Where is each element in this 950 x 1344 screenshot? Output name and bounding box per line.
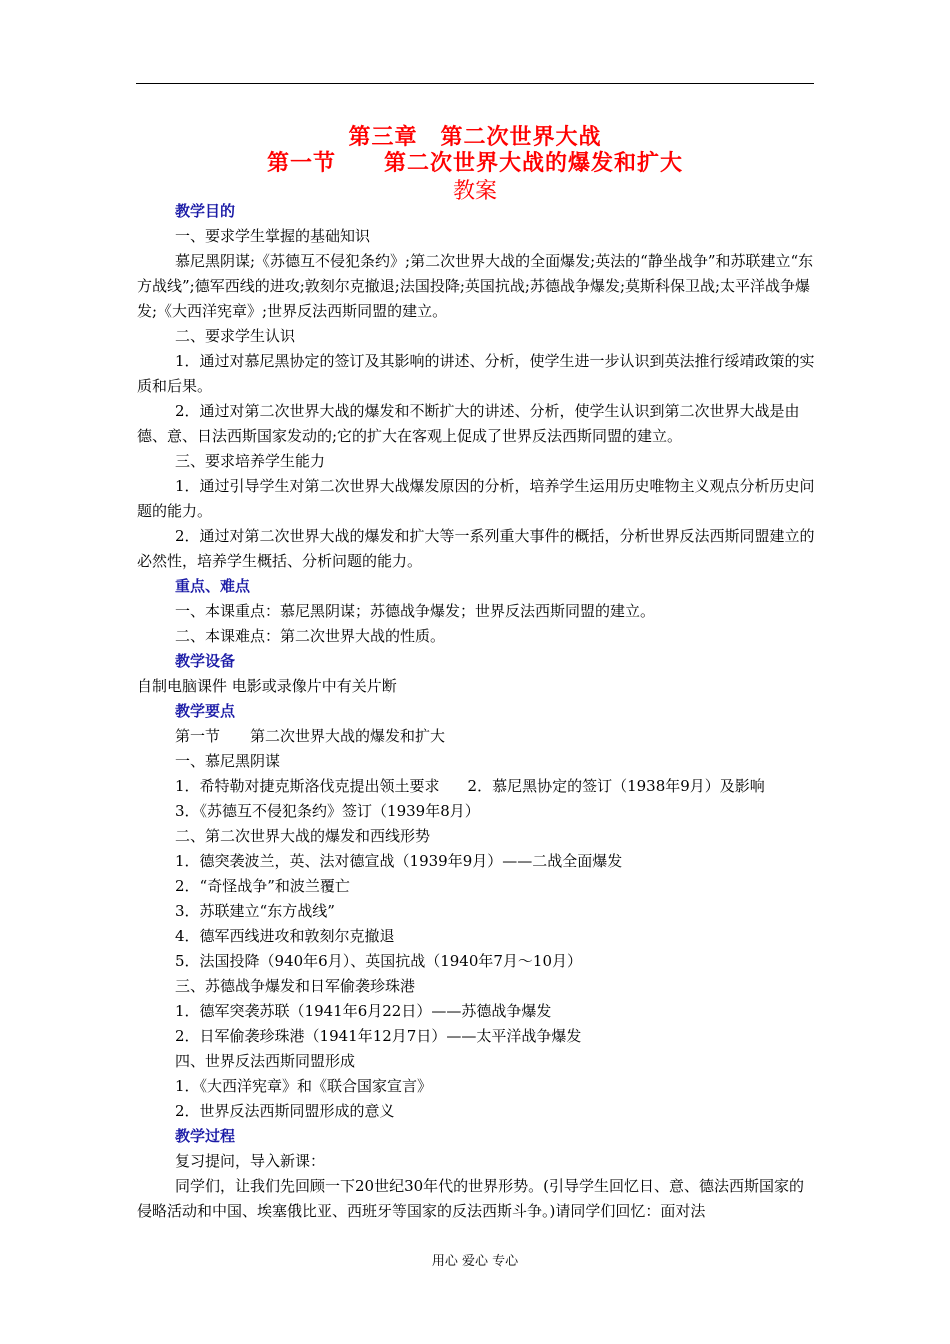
- outline-part-1: 一、慕尼黑阴谋: [175, 752, 281, 770]
- objectives-s2: 二、要求学生认识: [175, 327, 296, 345]
- objectives-s2-p1: 1．通过对慕尼黑协定的签订及其影响的讲述、分析，使学生进一步认识到英法推行绥靖政策的实质和后果。: [137, 352, 815, 395]
- objectives-s3-p2: 2．通过对第二次世界大战的爆发和扩大等一系列重大事件的概括，分析世界反法西斯同盟建立的必然性，培养学生概括、分析问题的能力。: [137, 527, 815, 570]
- outline-item-3a: 1．德军突袭苏联（1941年6月22日）——苏德战争爆发: [175, 1002, 552, 1020]
- process-text: 同学们，让我们先回顾一下20世纪30年代的世界形势。(引导学生回忆日、意、德法西斯国家的侵略活动和中国、埃塞俄比亚、西班牙等国家的反法西斯斗争。)请同学们回忆：面对法: [137, 1177, 805, 1220]
- objectives-s3: 三、要求培养学生能力: [175, 452, 326, 470]
- heading-process: 教学过程: [175, 1127, 236, 1145]
- heading-key-points: 重点、难点: [175, 577, 251, 595]
- heading-equipment: 教学设备: [175, 652, 236, 670]
- outline-part-2: 二、第二次世界大战的爆发和西线形势: [175, 827, 431, 845]
- section-number: 第一节: [266, 151, 336, 176]
- outline-section-title: 第二次世界大战的爆发和扩大: [250, 727, 446, 745]
- outline-item-4b: 2．世界反法西斯同盟形成的意义: [175, 1102, 395, 1120]
- outline-item-1c: 3．《苏德互不侵犯条约》签订（1939年8月）: [175, 802, 480, 820]
- chapter-title: 第三章 第二次世界大战: [348, 125, 602, 150]
- key-point-focus: 一、本课重点：慕尼黑阴谋；苏德战争爆发；世界反法西斯同盟的建立。: [175, 602, 656, 620]
- document-body: [137, 199, 817, 1224]
- outline-item-2c: 3．苏联建立“东方战线”: [175, 902, 335, 920]
- outline-item-1b: 2．慕尼黑协定的签订（1938年9月）及影响: [467, 777, 765, 795]
- section-name: 第二次世界大战的爆发和扩大: [384, 151, 684, 176]
- key-point-difficulty: 二、本课难点：第二次世界大战的性质。: [175, 627, 446, 645]
- outline-item-1a: 1．希特勒对捷克斯洛伐克提出领土要求: [175, 777, 440, 795]
- objectives-s1-text: 慕尼黑阴谋;《苏德互不侵犯条约》;第二次世界大战的全面爆发;英法的“静坐战争”和苏联建立“东方战线”;德军西线的进攻;敦刻尔克撤退;法国投降;英国抗战;苏德战争爆发;莫斯科保卫战;太平洋战争爆发;《大西洋宪章》;世界反法西斯同盟的建立。: [137, 252, 814, 320]
- process-intro: 复习提问，导入新课：: [175, 1152, 326, 1170]
- outline-part-4: 四、世界反法西斯同盟形成: [175, 1052, 356, 1070]
- outline-item: [137, 774, 817, 799]
- heading-outline: 教学要点: [175, 702, 236, 720]
- outline-item-2a: 1．德突袭波兰，英、法对德宣战（1939年9月）——二战全面爆发: [175, 852, 623, 870]
- objectives-s2-p2: 2．通过对第二次世界大战的爆发和不断扩大的讲述、分析，使学生认识到第二次世界大战是由德、意、日法西斯国家发动的;它的扩大在客观上促成了世界反法西斯同盟的建立。: [137, 402, 800, 445]
- outline-item-2e: 5．法国投降（940年6月）、英国抗战（1940年7月～10月）: [175, 952, 583, 970]
- outline-item-4a: 1．《大西洋宪章》和《联合国家宣言》: [175, 1077, 433, 1095]
- header-rule: [136, 83, 814, 84]
- outline-section: [137, 724, 817, 749]
- outline-part-3: 三、苏德战争爆发和日军偷袭珍珠港: [175, 977, 416, 995]
- outline-item-2b: 2．“奇怪战争”和波兰覆亡: [175, 877, 350, 895]
- section-title: [0, 146, 950, 177]
- equipment-text: 自制电脑课件 电影或录像片中有关片断: [137, 677, 397, 695]
- outline-item-3b: 2．日军偷袭珍珠港（1941年12月7日）——太平洋战争爆发: [175, 1027, 582, 1045]
- page-footer: 用心 爱心 专心: [431, 1254, 519, 1269]
- outline-section-number: 第一节: [175, 727, 221, 745]
- heading-objectives: 教学目的: [175, 202, 236, 220]
- objectives-s3-p1: 1．通过引导学生对第二次世界大战爆发原因的分析，培养学生运用历史唯物主义观点分析历史问题的能力。: [137, 477, 815, 520]
- outline-item-2d: 4．德军西线进攻和敦刻尔克撤退: [175, 927, 395, 945]
- objectives-s1: 一、要求学生掌握的基础知识: [175, 227, 371, 245]
- document-subtitle: 教案: [452, 179, 497, 204]
